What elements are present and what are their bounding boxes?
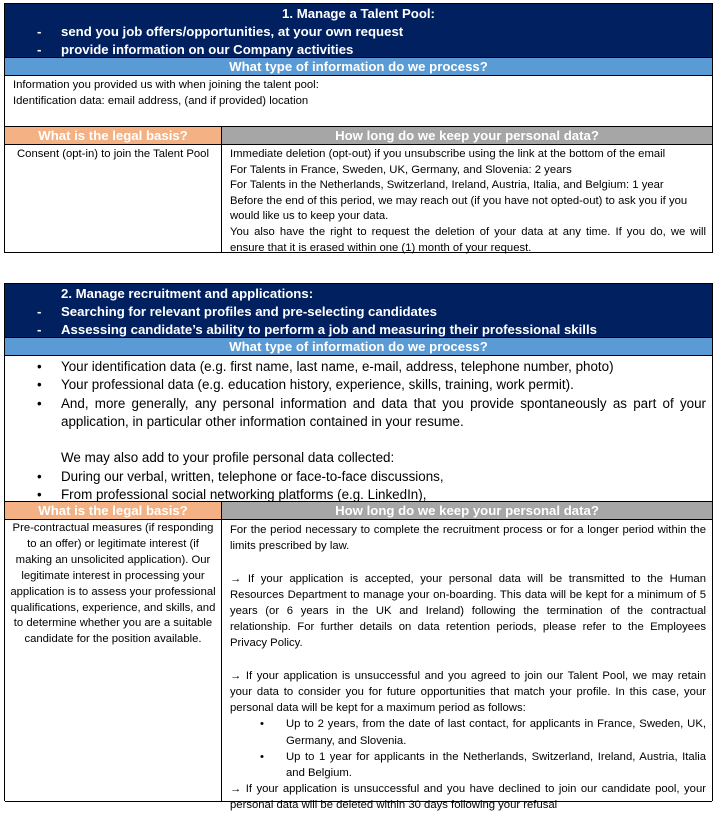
info-also-intro: We may also add to your profile personal data collected: [61,450,395,466]
purpose-item: - provide information on our Company activities [37,42,354,57]
retention-line: Immediate deletion (opt-out) if you unsubscribe using the link at the bottom of the email [230,148,666,160]
retention-line: For Talents in the Netherlands, Switzerland, Ireland, Austria, Italia, and Belgium: 1 year [230,179,664,192]
retention-line: You also have the right to request the deletion of your data at any time. If you do, we will ensure that it is erased within one (1) month of your request. [230,225,706,254]
list-item: • During our verbal, written, telephone or face-to-face discussions, [11,468,706,486]
info-line: Identification data: email address, (and if provided) location [13,94,309,107]
retention-cell [222,145,712,253]
info-also-list [11,468,706,505]
dash-icon: - [37,304,42,319]
talent-pool-table [4,3,713,253]
bullet-icon: • [37,377,42,393]
list-item: • From professional social networking platforms (e.g. LinkedIn), [11,486,706,504]
section-title: 1. Manage a Talent Pool: [282,6,435,21]
purpose-item: - Searching for relevant profiles and pre-selecting candidates [37,304,437,319]
bullet-icon: • [260,750,264,763]
bullet-icon: • [37,487,42,503]
bullet-icon: • [37,468,42,484]
info-line: Information you provided us with when joining the talent pool: [13,79,319,91]
legal-basis-cell: Consent (opt-in) to join the Talent Pool [5,145,222,253]
list-item: • And, more generally, any personal information and data that you provide spontaneously as part of your application, in particular other information contained in your resume. [37,395,706,429]
retention-line: Before the end of this period, we may reach out (if you have not opted-out) to ask you if you would like us to keep your data. [230,194,688,223]
content-row [5,145,712,253]
dash-icon: - [37,24,42,39]
dash-icon: - [37,42,42,57]
retention-intro: For the period necessary to complete the recruitment process or for a longer period within the limits prescribed by law. [230,524,706,553]
recruitment-table [4,283,713,812]
legal-basis-header: What is the legal basis? [5,502,222,519]
column-header-row [5,502,712,520]
purpose-item: - send you job offers/opportunities, at your own request [37,24,404,39]
info-type-header: What type of information do we process? [5,338,712,356]
bullet-icon: • [37,359,42,374]
list-item: • Your professional data (e.g. education history, experience, skills, training, work permit). [11,376,706,394]
retention-cell [222,520,712,812]
list-item: • Up to 2 years, from the date of last contact, for applicants in France, Sweden, UK, Germany, and Slovenia. [260,718,706,747]
dash-icon: - [37,322,42,337]
retention-unsuccessful-pool: → If your application is unsuccessful and you agreed to join our Talent Pool, we may retain your data to consider you for future opportunities that match your profile. In this case, your personal data will be kept for a maximum period as follows: [230,669,706,715]
info-type-header: What type of information do we process? [5,58,712,76]
list-item: • Up to 1 year for applicants in the Netherlands, Switzerland, Ireland, Austria, Italia and Belgium. [260,750,706,780]
legal-basis-cell: Pre-contractual measures (if responding to an offer) or legitimate interest (if making an unsolicited application). Our legitimate interest in processing your application is to assess your professional qualifications, experience, and skills, and to determine whether you are a suitable candidate for the position available. [5,520,222,801]
info-type-content [5,76,712,127]
section-header [5,4,712,58]
retention-accepted: → If your application is accepted, your personal data will be transmitted to the Human Resources Department to manage your on-boarding. This data will be kept for a minimum of 5 years (or 6 years in the UK and Ireland) following the termination of the contractual relationship. For further details on data retention periods, please refer to the Employees Privacy Policy. [230,572,706,650]
retention-header: How long do we keep your personal data? [222,502,712,519]
section-header [5,284,712,338]
info-type-content [5,356,712,502]
retention-line: For Talents in France, Sweden, UK, Germany, and Slovenia: 2 years [230,163,572,176]
legal-basis-header: What is the legal basis? [5,127,222,144]
column-header-row [5,127,712,145]
retention-declined: → If your application is unsuccessful and you have declined to join our candidate pool, your personal data will be deleted within 30 days following your refusal [230,783,706,812]
retention-header: How long do we keep your personal data? [222,127,712,144]
info-bullet-list [11,358,706,431]
list-item: • Your identification data (e.g. first name, last name, e-mail, address, telephone number, photo) [11,358,706,376]
section-title: 2. Manage recruitment and applications: [61,286,314,301]
bullet-icon: • [37,395,42,411]
bullet-icon: • [260,718,264,731]
content-row [5,520,712,812]
purpose-item: - Assessing candidate’s ability to perform a job and measuring their professional skills [37,322,597,337]
